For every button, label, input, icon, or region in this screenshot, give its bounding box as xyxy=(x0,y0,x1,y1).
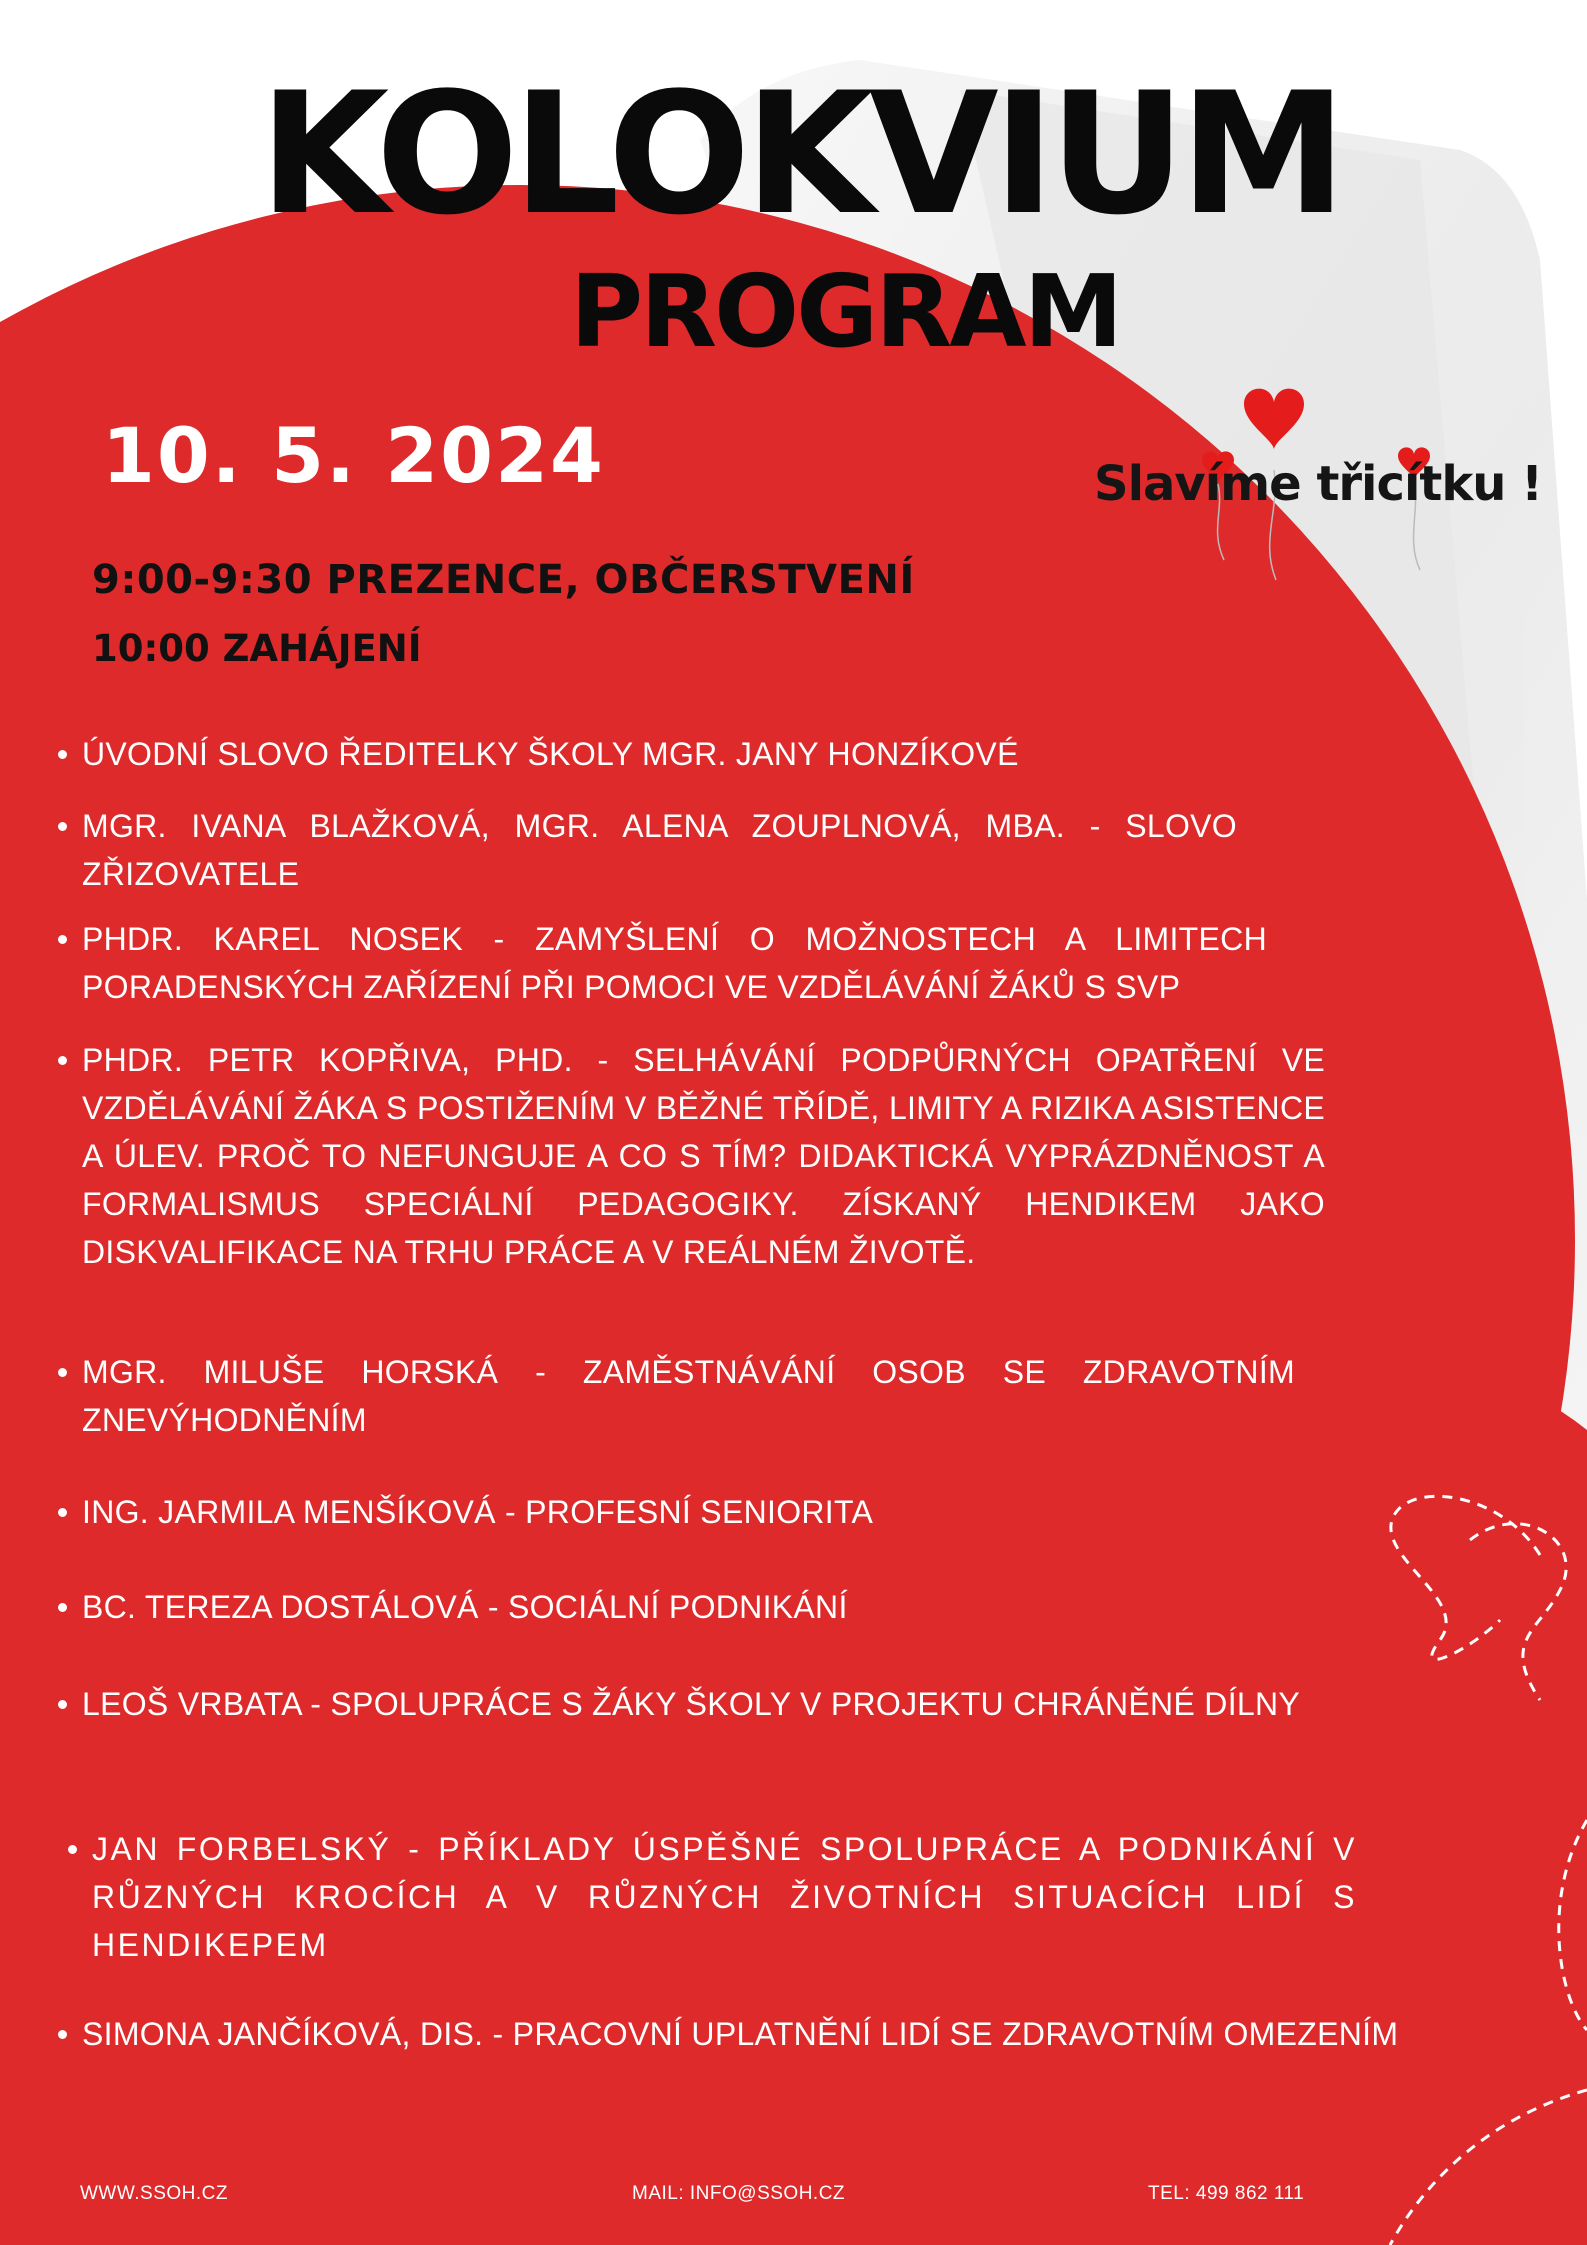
list-item: MGR. IVANA BLAŽKOVÁ, MGR. ALENA ZOUPLNOVÁ, MBA. - SLOVO ZŘIZOVATELE xyxy=(82,802,1237,898)
bullet-icon xyxy=(58,1368,67,1377)
footer-phone: TEL: 499 862 111 xyxy=(1148,2183,1305,2204)
bullet-icon xyxy=(58,822,67,831)
page-title: KOLOKVIUM xyxy=(259,56,1341,252)
list-item: PHDR. PETR KOPŘIVA, PHD. - SELHÁVÁNÍ PODPŮRNÝCH OPATŘENÍ VE VZDĚLÁVÁNÍ ŽÁKA S POSTIŽENÍM V BĚŽNÉ TŘÍDĚ, LIMITY A RIZIKA ASISTENCE A ÚLEV. PROČ TO NEFUNGUJE A CO S TÍM? DIDAKTICKÁ VYPRÁZDNĚNOST A FORMALISMUS SPECIÁLNÍ PEDAGOGIKY. ZÍSKANÝ HENDIKEM JAKO DISKVALIFIKACE NA TRHU PRÁCE A V REÁLNÉM ŽIVOTĚ. xyxy=(82,1036,1325,1276)
footer-email: MAIL: INFO@SSOH.CZ xyxy=(632,2183,846,2204)
schedule-opening: 10:00 ZAHÁJENÍ xyxy=(92,627,422,670)
list-item: SIMONA JANČÍKOVÁ, DIS. - PRACOVNÍ UPLATNĚNÍ LIDÍ SE ZDRAVOTNÍM OMEZENÍM xyxy=(82,2010,1502,2058)
celebration-text: Slavíme třicítku ! xyxy=(1094,456,1543,512)
bullet-icon xyxy=(58,1700,67,1709)
heart-icon xyxy=(1244,389,1304,450)
schedule-registration: 9:00-9:30 PREZENCE, OBČERSTVENÍ xyxy=(92,557,915,603)
bullet-icon xyxy=(58,1056,67,1065)
page-subtitle: PROGRAM xyxy=(569,253,1121,370)
list-item: BC. TEREZA DOSTÁLOVÁ - SOCIÁLNÍ PODNIKÁNÍ xyxy=(82,1583,1182,1631)
list-item: ÚVODNÍ SLOVO ŘEDITELKY ŠKOLY MGR. JANY HONZÍKOVÉ xyxy=(82,730,1082,778)
bullet-icon xyxy=(58,750,67,759)
bullet-icon xyxy=(58,935,67,944)
bullet-icon xyxy=(58,1508,67,1517)
bullet-icon xyxy=(68,1845,77,1854)
footer-website: WWW.SSOH.CZ xyxy=(80,2183,228,2204)
bullet-icon xyxy=(58,2030,67,2039)
list-item: MGR. MILUŠE HORSKÁ - ZAMĚSTNÁVÁNÍ OSOB SE ZDRAVOTNÍM ZNEVÝHODNĚNÍM xyxy=(82,1348,1295,1444)
list-item: LEOŠ VRBATA - SPOLUPRÁCE S ŽÁKY ŠKOLY V PROJEKTU CHRÁNĚNÉ DÍLNY xyxy=(82,1680,1312,1728)
bullet-icon xyxy=(58,1603,67,1612)
list-item: PHDR. KAREL NOSEK - ZAMYŠLENÍ O MOŽNOSTECH A LIMITECH PORADENSKÝCH ZAŘÍZENÍ PŘI POMOCI VE VZDĚLÁVÁNÍ ŽÁKŮ S SVP xyxy=(82,915,1267,1011)
event-date: 10. 5. 2024 xyxy=(102,411,605,500)
list-item: ING. JARMILA MENŠÍKOVÁ - PROFESNÍ SENIORITA xyxy=(82,1488,1182,1536)
list-item: JAN FORBELSKÝ - PŘÍKLADY ÚSPĚŠNÉ SPOLUPRÁCE A PODNIKÁNÍ V RŮZNÝCH KROCÍCH A V RŮZNÝCH ŽIVOTNÍCH SITUACÍCH LIDÍ S HENDIKEPEM xyxy=(92,1825,1357,1969)
